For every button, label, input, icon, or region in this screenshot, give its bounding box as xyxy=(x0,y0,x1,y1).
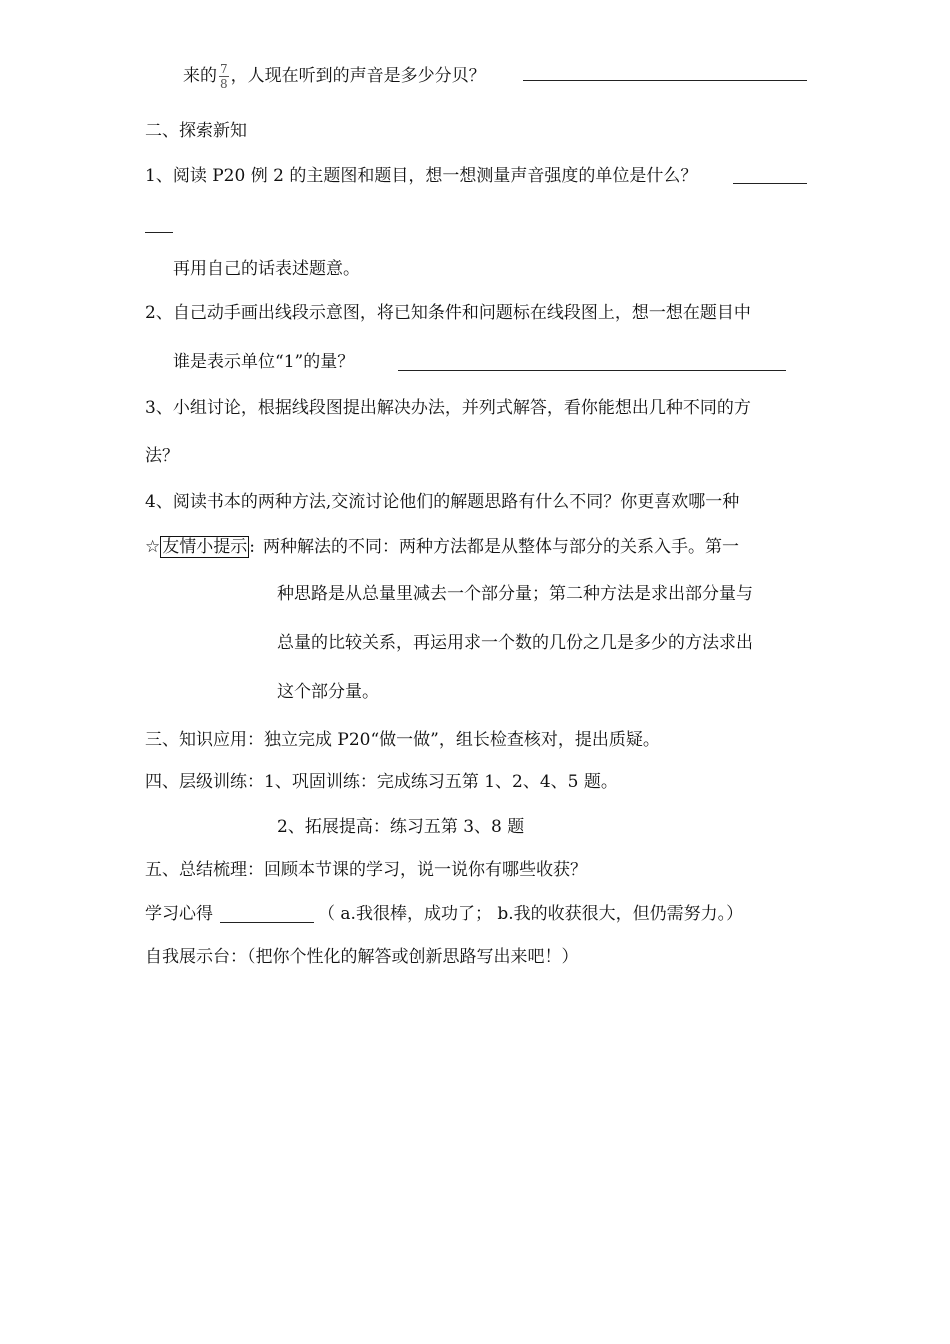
section-3: 三、知识应用：独立完成 P20“做一做”，组长检查核对，提出质疑。 xyxy=(145,730,660,750)
answer-blank-intro[interactable] xyxy=(523,80,807,81)
tip-text-line-4: 这个部分量。 xyxy=(277,682,379,702)
reflection-blank[interactable] xyxy=(220,922,314,923)
section-5: 五、总结梳理：回顾本节课的学习，说一说你有哪些收获？ xyxy=(145,860,587,880)
section-2-item-3: 3、小组讨论，根据线段图提出解决办法，并列式解答，看你能想出几种不同的方 xyxy=(145,398,751,418)
question-intro-line xyxy=(183,62,486,91)
tip-colon: : xyxy=(249,537,255,557)
answer-blank-item-2[interactable] xyxy=(398,370,786,371)
section-4-line-2: 2、拓展提高：练习五第 3、8 题 xyxy=(277,817,525,837)
section-2-item-3-cont: 法？ xyxy=(145,446,179,466)
section-2-item-1-cont: 再用自己的话表述题意。 xyxy=(173,259,360,279)
tip-text-line-1: 两种解法的不同：两种方法都是从整体与部分的关系入手。第一 xyxy=(262,537,739,557)
answer-blank-item-1[interactable] xyxy=(733,183,807,184)
reflection-label: 学习心得 xyxy=(145,904,213,924)
section-2-item-2-cont: 谁是表示单位“1”的量？ xyxy=(173,352,355,372)
reflection-options: （ a.我很棒，成功了； b.我的收获很大，但仍需努力。） xyxy=(318,904,744,924)
showcase-line: 自我展示台：（把你个性化的解答或创新思路写出来吧！） xyxy=(145,947,579,967)
section-2-item-4: 4、阅读书本的两种方法,交流讨论他们的解题思路有什么不同？你更喜欢哪一种 xyxy=(145,492,740,512)
tip-header-line xyxy=(145,536,739,558)
tip-text-line-2: 种思路是从总量里减去一个部分量；第二种方法是求出部分量与 xyxy=(277,584,753,604)
question-intro-prefix: 来的 xyxy=(183,66,217,86)
reflection-line xyxy=(145,903,213,925)
section-2-item-2: 2、自己动手画出线段示意图，将已知条件和问题标在线段图上，想一想在题目中 xyxy=(145,303,751,323)
section-2-item-1: 1、阅读 P20 例 2 的主题图和题目，想一想测量声音强度的单位是什么？ xyxy=(145,166,698,186)
question-intro-suffix: ，人现在听到的声音是多少分贝？ xyxy=(230,66,486,86)
star-icon: ☆ xyxy=(145,537,161,557)
fraction-seven-eighths: $\frac{7}{8}$ xyxy=(220,62,228,91)
section-4-line-1: 四、层级训练：1、巩固训练：完成练习五第 1、2、4、5 题。 xyxy=(145,772,618,792)
answer-blank-item-1-cont[interactable] xyxy=(145,232,173,233)
tip-label: 友情小提示 xyxy=(162,537,248,557)
section-2-heading: 二、探索新知 xyxy=(145,121,247,141)
tip-text-line-3: 总量的比较关系，再运用求一个数的几份之几是多少的方法求出 xyxy=(277,633,753,653)
